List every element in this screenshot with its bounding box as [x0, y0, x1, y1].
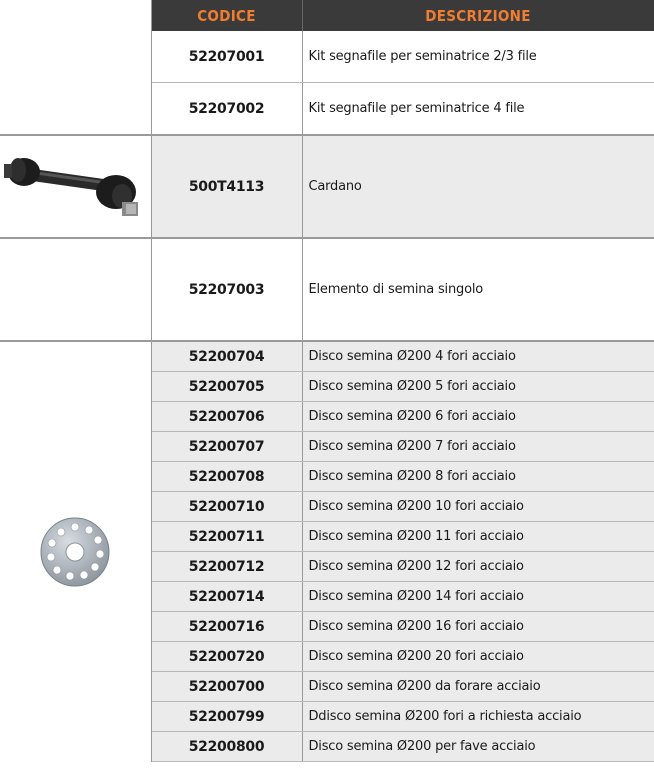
part-description: Elemento di semina singolo [302, 238, 654, 341]
part-description: Kit segnafile per seminatrice 4 file [302, 83, 654, 136]
table-row [0, 135, 654, 238]
part-description: Disco semina Ø200 per fave acciaio [302, 732, 654, 762]
image-cell-empty [0, 238, 151, 341]
table-row [0, 238, 654, 341]
part-description: Disco semina Ø200 11 fori acciaio [302, 522, 654, 552]
part-code: 52200799 [151, 702, 302, 732]
part-code: 52200700 [151, 672, 302, 702]
part-description: Disco semina Ø200 16 fori acciaio [302, 612, 654, 642]
part-code: 52200712 [151, 552, 302, 582]
part-code: 52200704 [151, 341, 302, 372]
part-code: 52200710 [151, 492, 302, 522]
part-code: 52200705 [151, 372, 302, 402]
part-code: 52200708 [151, 462, 302, 492]
part-description: Disco semina Ø200 8 fori acciaio [302, 462, 654, 492]
part-description: Kit segnafile per seminatrice 2/3 file [302, 31, 654, 83]
part-description: Disco semina Ø200 5 fori acciaio [302, 372, 654, 402]
part-code: 52200716 [151, 612, 302, 642]
code-column-header: CODICE [151, 0, 302, 31]
table-row [0, 341, 654, 372]
part-description: Disco semina Ø200 7 fori acciaio [302, 432, 654, 462]
part-description: Cardano [302, 135, 654, 238]
seed-disc-icon [39, 516, 111, 588]
part-description: Disco semina Ø200 20 fori acciaio [302, 642, 654, 672]
table-header-row [0, 0, 654, 31]
part-code: 52207003 [151, 238, 302, 341]
part-code: 52200800 [151, 732, 302, 762]
part-description: Disco semina Ø200 4 fori acciaio [302, 341, 654, 372]
part-code: 52200720 [151, 642, 302, 672]
part-description: Disco semina Ø200 6 fori acciaio [302, 402, 654, 432]
description-column-header: DESCRIZIONE [302, 0, 654, 31]
part-code: 52200714 [151, 582, 302, 612]
part-description: Disco semina Ø200 da forare acciaio [302, 672, 654, 702]
part-code: 52200706 [151, 402, 302, 432]
part-description: Ddisco semina Ø200 fori a richiesta acciaio [302, 702, 654, 732]
image-cell-empty [0, 31, 151, 135]
pto-drive-shaft-image [0, 135, 151, 238]
table-row [0, 31, 654, 83]
part-code: 500T4113 [151, 135, 302, 238]
part-code: 52207002 [151, 83, 302, 136]
part-description: Disco semina Ø200 12 fori acciaio [302, 552, 654, 582]
part-code: 52200707 [151, 432, 302, 462]
part-code: 52200711 [151, 522, 302, 552]
part-description: Disco semina Ø200 10 fori acciaio [302, 492, 654, 522]
part-description: Disco semina Ø200 14 fori acciaio [302, 582, 654, 612]
part-code: 52207001 [151, 31, 302, 83]
drive-shaft-icon [4, 152, 146, 222]
seed-disc-image [0, 341, 151, 762]
image-column-header [0, 0, 151, 31]
